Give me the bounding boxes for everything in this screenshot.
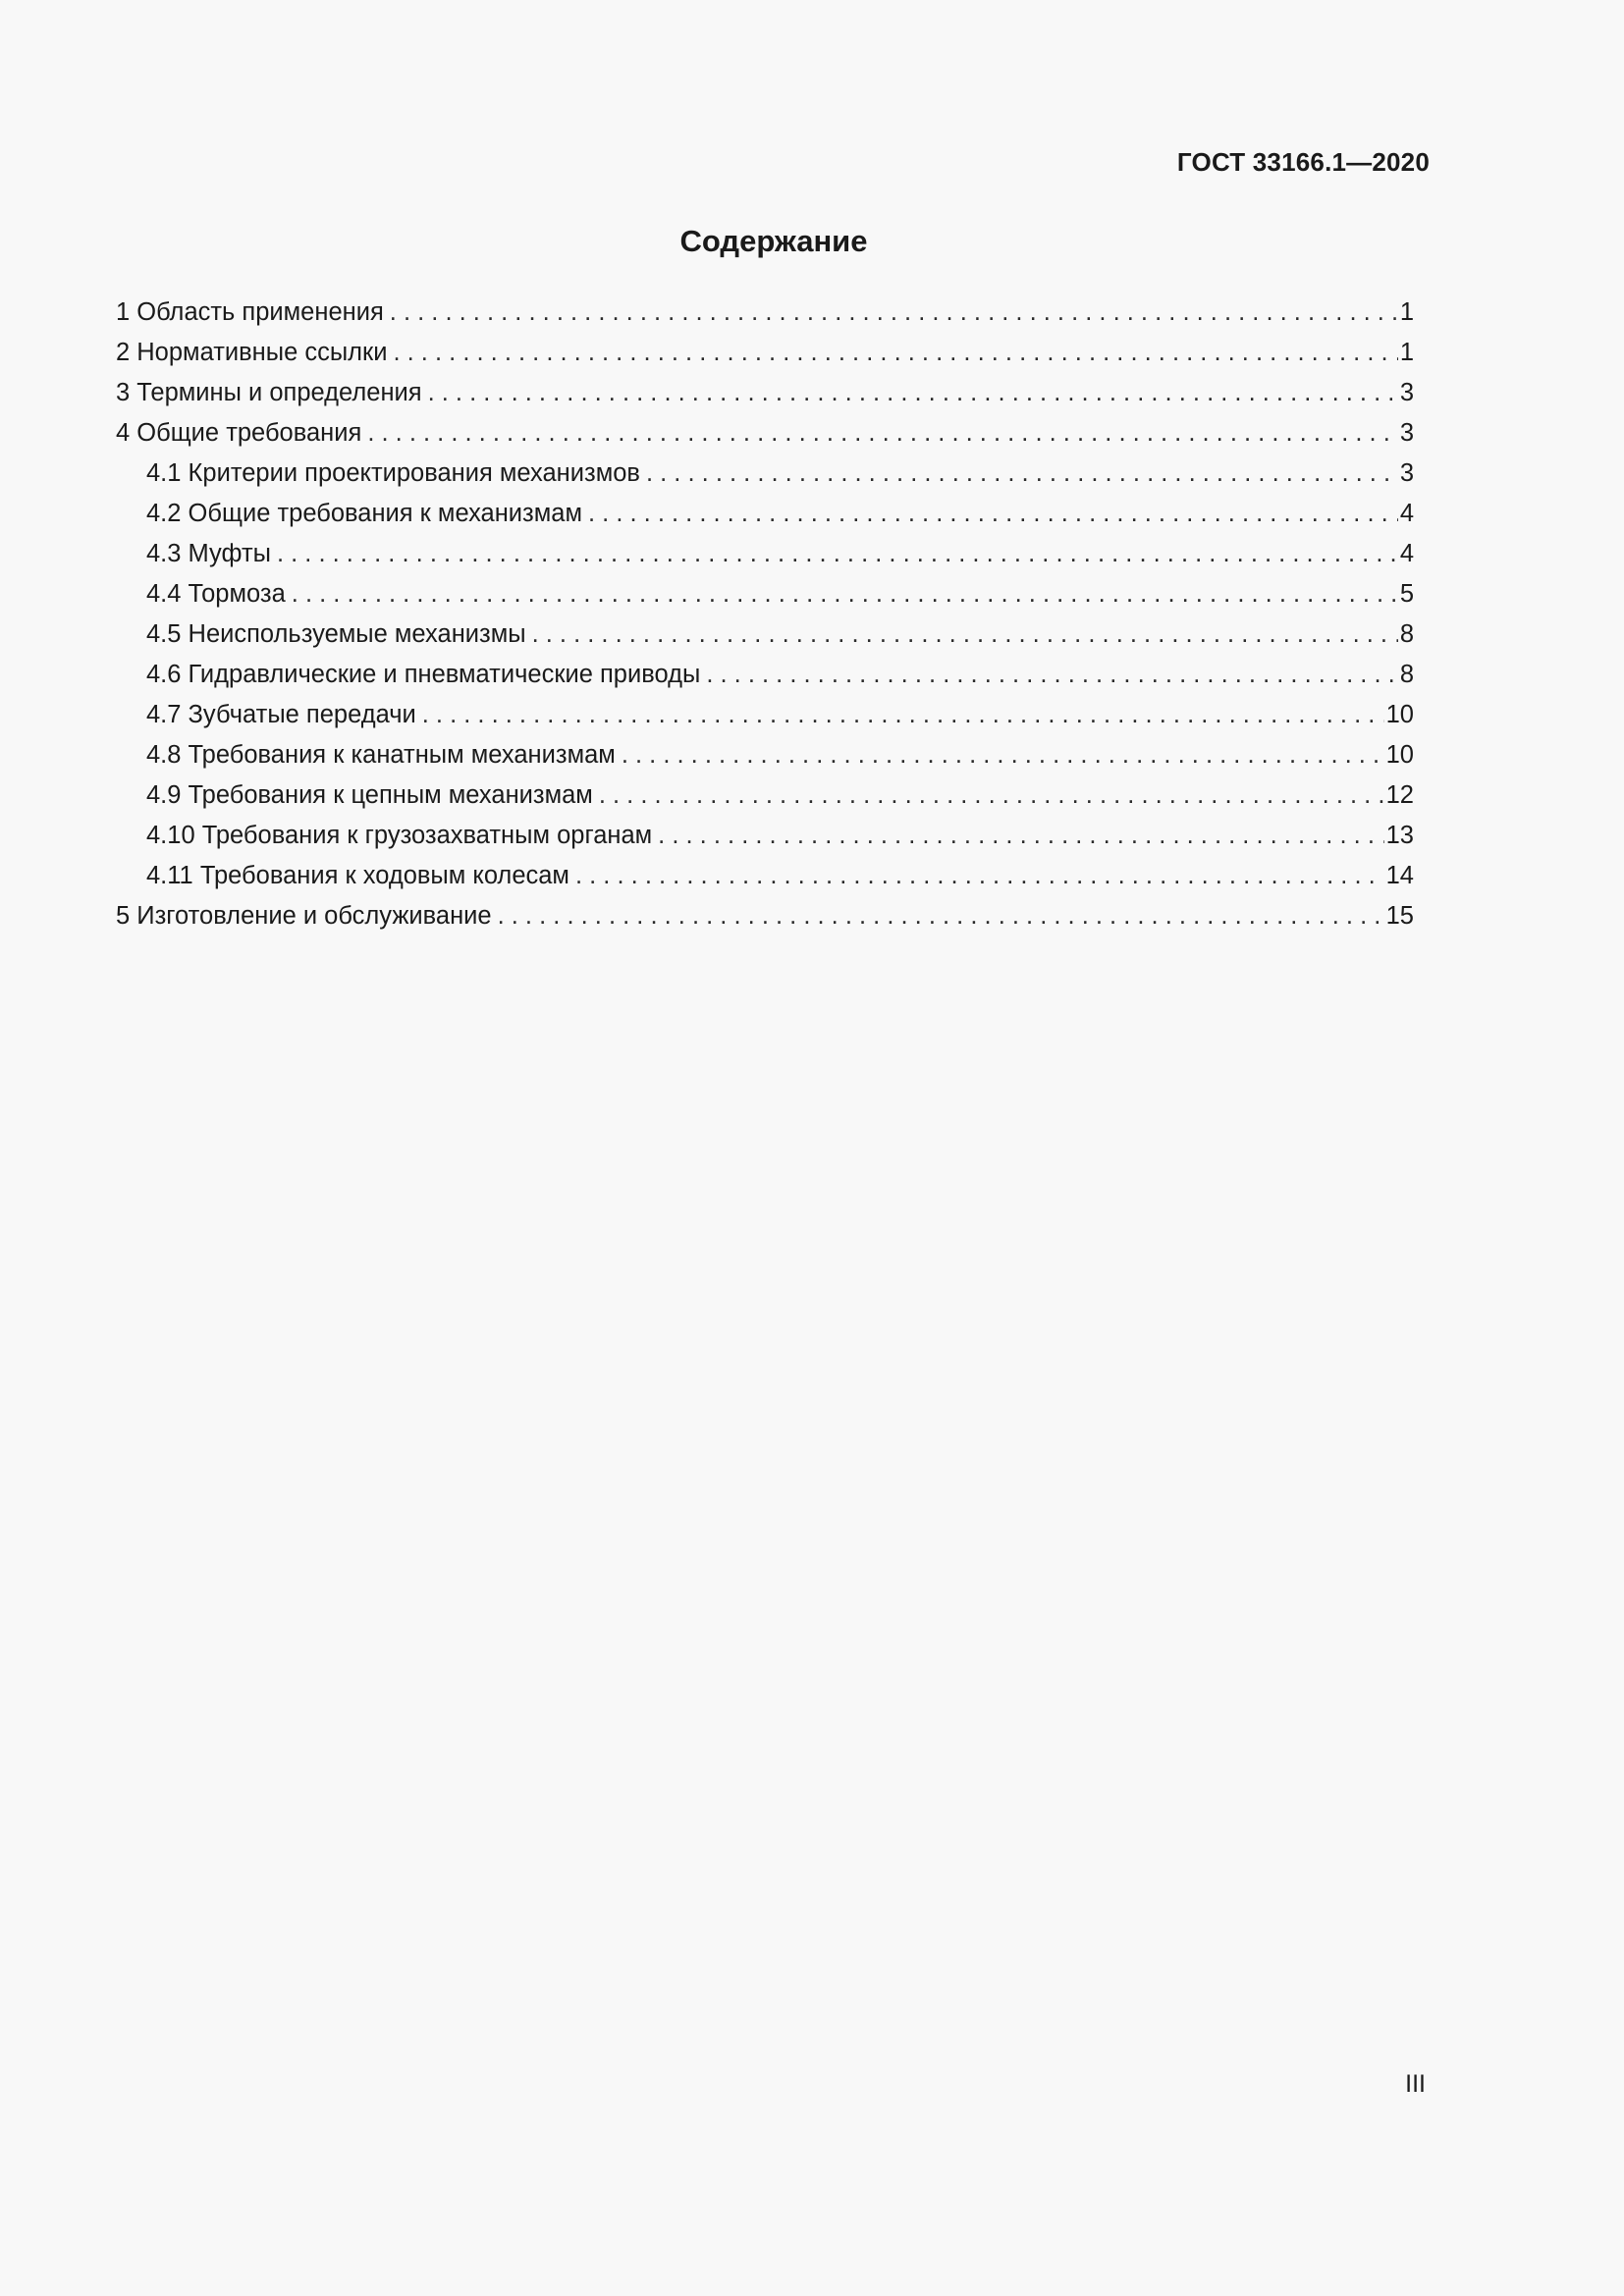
toc-entry[interactable] (116, 735, 1414, 775)
toc-entry-title: 4.11 Требования к ходовым колесам (146, 862, 569, 889)
toc-entry-page: 3 (1399, 419, 1414, 447)
toc-dot-leader (390, 293, 1398, 333)
toc-entry-title: 4.9 Требования к цепным механизмам (146, 781, 593, 809)
toc-entry[interactable] (116, 333, 1414, 373)
toc-entry[interactable] (116, 413, 1414, 454)
toc-dot-leader (575, 856, 1384, 896)
toc-entry-page: 10 (1385, 701, 1414, 728)
toc-dot-leader (706, 655, 1398, 695)
toc-entry[interactable] (116, 373, 1414, 413)
toc-entry-page: 1 (1399, 298, 1414, 326)
toc-entry[interactable] (116, 574, 1414, 614)
toc-dot-leader (393, 333, 1397, 373)
toc-entry[interactable] (116, 775, 1414, 816)
toc-entry-page: 3 (1399, 379, 1414, 406)
toc-entry[interactable] (116, 293, 1414, 333)
toc-entry-page: 10 (1385, 741, 1414, 769)
toc-entry-page: 13 (1385, 822, 1414, 849)
toc-entry[interactable] (116, 494, 1414, 534)
page-number: III (1405, 2070, 1426, 2098)
toc-entry[interactable] (116, 856, 1414, 896)
toc-dot-leader (658, 816, 1383, 856)
toc-dot-leader (646, 454, 1398, 494)
document-code: ГОСТ 33166.1—2020 (1176, 147, 1430, 177)
toc-entry[interactable] (116, 655, 1414, 695)
toc-entry-page: 4 (1399, 500, 1414, 527)
toc-entry-title: 4.4 Тормоза (146, 580, 286, 608)
toc-entry[interactable] (116, 614, 1414, 655)
toc-dot-leader (367, 413, 1397, 454)
toc-entry-title: 4.8 Требования к канатным механизмам (146, 741, 616, 769)
toc-entry-page: 15 (1385, 902, 1414, 930)
toc-entry[interactable] (116, 896, 1414, 936)
toc-dot-leader (622, 735, 1384, 775)
toc-entry-title: 4.7 Зубчатые передачи (146, 701, 416, 728)
toc-entry-title: 5 Изготовление и обслуживание (116, 902, 492, 930)
toc-dot-leader (599, 775, 1384, 816)
toc-entry-title: 4.3 Муфты (146, 540, 271, 567)
toc-entry-title: 2 Нормативные ссылки (116, 339, 388, 366)
toc-dot-leader (588, 494, 1398, 534)
toc-entry-page: 4 (1399, 540, 1414, 567)
toc-entry[interactable] (116, 816, 1414, 856)
toc-entry-page: 3 (1399, 459, 1414, 487)
toc-entry-page: 12 (1385, 781, 1414, 809)
toc-entry[interactable] (116, 534, 1414, 574)
toc-entry-title: 4.2 Общие требования к механизмам (146, 500, 582, 527)
toc-entry[interactable] (116, 454, 1414, 494)
toc-entry[interactable] (116, 695, 1414, 735)
toc-dot-leader (292, 574, 1398, 614)
toc-dot-leader (532, 614, 1398, 655)
toc-entry-title: 3 Термины и определения (116, 379, 422, 406)
toc-entry-title: 4 Общие требования (116, 419, 362, 447)
toc-entry-page: 1 (1399, 339, 1414, 366)
toc-entry-title: 1 Область применения (116, 298, 384, 326)
toc-entry-title: 4.5 Неиспользуемые механизмы (146, 620, 526, 648)
toc-entry-title: 4.1 Критерии проектирования механизмов (146, 459, 640, 487)
toc-entry-page: 5 (1399, 580, 1414, 608)
toc-entry-page: 8 (1399, 620, 1414, 648)
toc-entry-title: 4.10 Требования к грузозахватным органам (146, 822, 653, 849)
toc-entry-title: 4.6 Гидравлические и пневматические приводы (146, 661, 701, 688)
toc-entry-page: 14 (1385, 862, 1414, 889)
toc-dot-leader (428, 373, 1398, 413)
toc-title: Содержание (679, 224, 868, 258)
toc-dot-leader (277, 534, 1398, 574)
toc-dot-leader (498, 896, 1384, 936)
toc-entry-page: 8 (1399, 661, 1414, 688)
table-of-contents (116, 293, 1414, 936)
toc-dot-leader (422, 695, 1384, 735)
